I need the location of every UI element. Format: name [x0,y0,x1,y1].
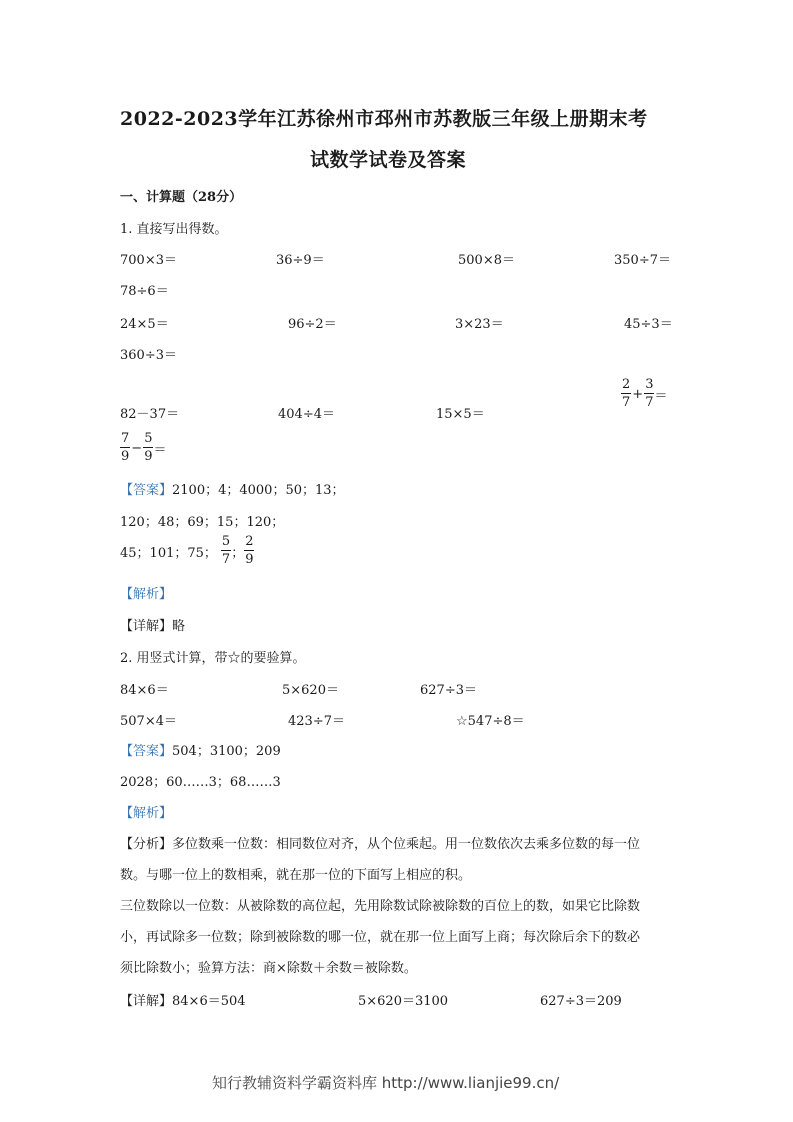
q2-item: 84×6＝ [120,683,169,698]
section-heading: 一、计算题（28分） [120,190,243,205]
q1-item: 24×5＝ [120,317,169,332]
q1-item: 3×23＝ [455,317,504,332]
numerator: 5 [144,431,153,446]
q2-analysis-tag: 【解析】 [120,806,173,821]
numerator: 3 [645,377,654,392]
q2-fenxi-line4: 小，再试除多一位数；除到被除数的哪一位，就在那一位上面写上商；每次除后余下的数必 [120,930,641,945]
denominator: 9 [121,449,130,464]
numerator: 2 [245,534,254,549]
denominator: 9 [245,552,254,567]
q1-prompt: 1. 直接写出得数。 [120,222,228,237]
q2-prompt: 2. 用竖式计算，带☆的要验算。 [120,651,306,666]
denominator: 7 [645,395,654,410]
q2-fenxi-line1 [120,833,640,852]
q1-answer-line2: 120；48；69；15；120； [120,515,285,530]
answer-text: 2100；4；4000；50；13； [172,483,345,498]
page-title-line2: 试数学试卷及答案 [310,149,467,171]
q2-fenxi-line3: 三位数除以一位数：从被除数的高位起，先用除数试除被除数的百位上的数，如果它比除数 [120,899,641,914]
plus-sign: + [632,386,644,402]
q1-detail [120,615,185,634]
detail-text: 略 [172,619,186,634]
q1-item: 15×5＝ [436,407,485,422]
page-title-line1: 2022-2023学年江苏徐州市邳州市苏教版三年级上册期末考 [120,108,648,130]
q1-item: 82－37＝ [120,407,180,422]
q1-item: 78÷6＝ [120,284,169,299]
q1-answer-line3 [120,535,254,567]
q1-item: 404÷4＝ [278,407,335,422]
q1-fraction-subtraction [120,432,166,464]
numerator: 2 [622,377,631,392]
q1-item: 360÷3＝ [120,348,177,363]
q1-analysis-tag: 【解析】 [120,587,173,602]
separator: ； [231,545,245,561]
answer-text: 45；101；75； [120,545,217,561]
q2-item: 423÷7＝ [288,714,345,729]
q1-item: 500×8＝ [458,253,515,268]
answer-tag: 【答案】 [120,483,173,498]
q1-item: 700×3＝ [120,253,177,268]
q2-item: ☆547÷8＝ [456,714,525,729]
q2-item: 5×620＝ [282,683,339,698]
denominator: 7 [221,552,231,567]
equals-sign: ＝ [654,388,668,404]
q2-detail-item: 5×620＝3100 [358,994,449,1009]
q1-item: 36÷9＝ [276,253,325,268]
numerator: 7 [121,431,130,446]
q1-item: 45÷3＝ [624,317,673,332]
equals-sign: ＝ [153,442,167,458]
detail-tag: 【详解】 [120,994,173,1009]
answer-tag: 【答案】 [120,744,173,759]
q2-answer [120,740,281,759]
fenxi-tag: 【分析】 [120,837,173,852]
q2-detail-item: 627÷3＝209 [540,994,622,1009]
fenxi-text: 多位数乘一位数：相同数位对齐，从个位乘起。用一位数依次去乘多位数的每一位 [172,837,641,852]
answer-text: 504；3100；209 [172,744,281,759]
minus-sign: − [131,440,143,456]
q2-item: 627÷3＝ [420,683,477,698]
q2-answer-line2: 2028；60……3；68……3 [120,775,281,790]
numerator: 5 [221,534,231,549]
q1-answer [120,479,345,498]
q2-fenxi-line2: 数。与哪一位上的数相乘，就在那一位的下面写上相应的积。 [120,868,472,883]
detail-tag: 【详解】 [120,619,173,634]
q1-item: 96÷2＝ [288,317,337,332]
q2-detail [120,990,246,1009]
q2-item: 507×4＝ [120,714,177,729]
q1-item: 350÷7＝ [614,253,671,268]
footer-watermark: 知行教辅资料学霸资料库 http://www.lianjie99.cn/ [212,1074,560,1092]
detail-text: 84×6＝504 [172,994,246,1009]
denominator: 9 [144,449,153,464]
q1-fraction-addition [621,378,667,410]
q2-fenxi-line5: 须比除数小；验算方法：商×除数＋余数＝被除数。 [120,961,417,976]
denominator: 7 [622,395,631,410]
